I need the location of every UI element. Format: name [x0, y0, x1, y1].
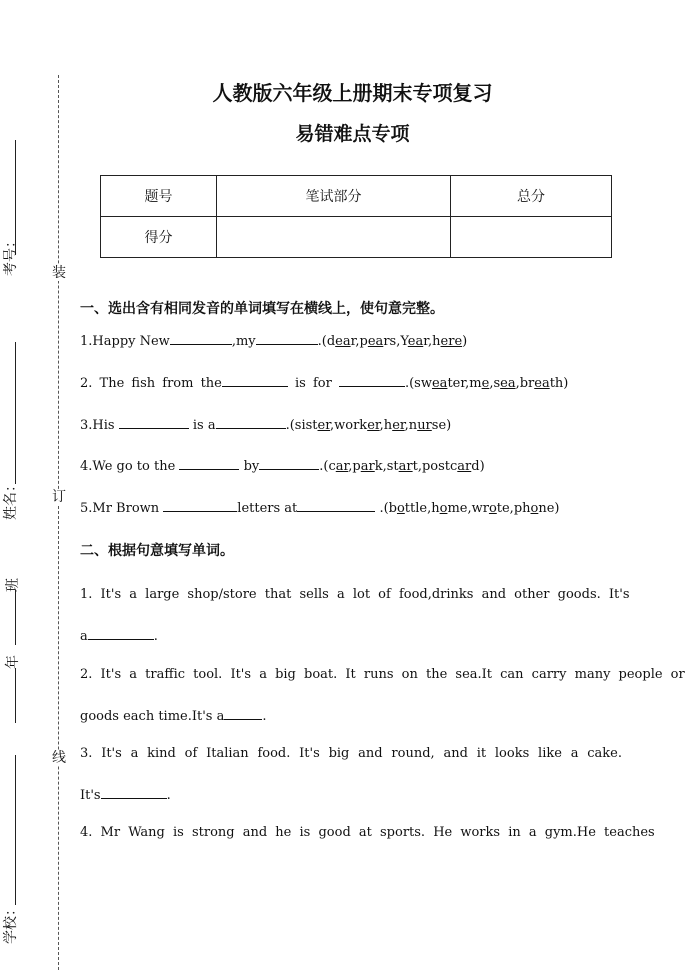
score-header-question-no: 题号 [101, 176, 217, 217]
s2-q3-blank[interactable] [101, 786, 167, 799]
q3-option-text: ,n [404, 418, 418, 433]
q2-blank-2[interactable] [339, 374, 405, 387]
q2-text-mid: is for [295, 376, 332, 391]
score-table-header-row [101, 176, 612, 217]
q1-blank-1[interactable] [170, 332, 232, 345]
q3-option-text: ,work [330, 418, 368, 433]
q3-option-text: se) [431, 418, 452, 433]
section1-heading: 一、选出含有相同发音的单词填写在横线上，使句意完整。 [80, 301, 444, 317]
q3-option-text: ,h [379, 418, 393, 433]
page-title: 人教版六年级上册期末专项复习 [212, 81, 493, 105]
q4-option-underline: ar [398, 459, 413, 474]
q4-option-underline: ar [335, 459, 349, 474]
s2-q3-line1: 3. It's a kind of Italian food. It's big and round, and it looks like a cake. [80, 746, 622, 761]
page-subtitle: 易错难点专项 [295, 123, 410, 145]
q4-option-text: ,p [348, 459, 361, 474]
binding-mark-xian: 线 [52, 750, 66, 766]
score-row-label: 得分 [101, 217, 217, 258]
s2-q1-line1: 1. It's a large shop/store that sells a lot of food,drinks and other goods. It's [80, 587, 630, 602]
s2-q4-line1: 4. Mr Wang is strong and he is good at sports. He works in a gym.He teaches [80, 825, 655, 840]
q3-blank-1[interactable] [119, 416, 189, 429]
q3-option-underline: ur [417, 418, 432, 433]
q1-option-underline: ere [440, 334, 463, 349]
q5-option-text: te,ph [496, 501, 531, 516]
q3-option-text: .(sist [285, 418, 318, 433]
q4-option-underline: ar [360, 459, 375, 474]
q2-option-text: ter,m [447, 376, 482, 391]
q5-blank-1[interactable] [163, 499, 237, 512]
q1-option-underline: ea [407, 334, 424, 349]
name-label: 姓名： [3, 478, 19, 520]
q4-option-underline: ar [457, 459, 472, 474]
q4-text-mid: by [243, 459, 260, 474]
q1-option-underline: ea [367, 334, 384, 349]
class-fill-line [15, 590, 16, 645]
s2-q2-line1: 2. It's a traffic tool. It's a big boat. It runs on the sea.It can carry many people or [80, 667, 685, 682]
q1-option-underline: ea [335, 334, 351, 349]
score-cell-written[interactable] [217, 217, 451, 258]
exam-no-label: 考号： [3, 234, 19, 276]
binding-mark-zhuang: 装 [52, 265, 66, 281]
section1-question-3 [80, 416, 451, 433]
q2-option-text: th) [549, 376, 569, 391]
section2-heading: 二、根据句意填写单词。 [80, 543, 234, 559]
score-table-score-row [101, 217, 612, 258]
q1-blank-2[interactable] [256, 332, 318, 345]
q1-text-mid: ,my [231, 334, 256, 349]
q2-option-text: .(sw [404, 376, 432, 391]
s2-q2-text: goods each time.It's a [80, 709, 225, 724]
q2-option-underline: e [481, 376, 490, 391]
s2-q1-blank[interactable] [88, 627, 154, 640]
section1-question-2 [80, 374, 568, 391]
section1-question-5 [80, 499, 559, 516]
q5-blank-2[interactable] [297, 499, 375, 512]
q4-blank-1[interactable] [179, 457, 239, 470]
q5-option-text: me,wr [447, 501, 489, 516]
s2-q1-text: a [80, 629, 88, 644]
section1-question-4 [80, 457, 485, 474]
q2-option-underline: ea [431, 376, 448, 391]
name-fill-line [15, 342, 16, 484]
q5-text: 5.Mr Brown [80, 501, 160, 516]
q1-option-text: .(d [317, 334, 336, 349]
score-header-total: 总分 [451, 176, 612, 217]
q4-option-text: .(c [319, 459, 336, 474]
q2-option-text: ,s [489, 376, 501, 391]
q5-option-text: ne) [538, 501, 560, 516]
q1-option-text: ) [462, 334, 468, 349]
s2-q3-line2: It's . [80, 788, 171, 803]
s2-q2-line2: goods each time.It's a . [80, 709, 267, 724]
q1-option-text: rs,Y [383, 334, 408, 349]
score-cell-total[interactable] [451, 217, 612, 258]
q3-option-underline: er [367, 418, 380, 433]
q4-option-text: d) [471, 459, 485, 474]
q4-option-text: t,postc [412, 459, 458, 474]
q2-option-text: ,br [515, 376, 535, 391]
q5-option-underline: o [488, 501, 497, 516]
s2-q1-line2: a . [80, 629, 158, 644]
binding-mark-ding: 订 [52, 489, 66, 505]
s2-q3-text: It's [80, 788, 101, 803]
score-table [100, 175, 612, 258]
q5-text-mid: letters at [237, 501, 298, 516]
q2-option-underline: ea [500, 376, 516, 391]
section1-question-1 [80, 332, 467, 349]
q3-text-mid: is a [192, 418, 216, 433]
score-header-written: 笔试部分 [217, 176, 451, 217]
q4-blank-2[interactable] [259, 457, 319, 470]
q5-option-underline: o [530, 501, 539, 516]
class-label: 班 [5, 578, 21, 592]
q4-text: 4.We go to the [80, 459, 176, 474]
school-fill-line [15, 755, 16, 905]
q3-text: 3.His [80, 418, 115, 433]
q5-option-underline: o [439, 501, 448, 516]
q3-option-underline: er [392, 418, 405, 433]
school-label: 学校： [3, 902, 19, 944]
q3-option-underline: er [317, 418, 330, 433]
q2-option-underline: ea [534, 376, 550, 391]
q5-option-text: .(b [379, 501, 397, 516]
q5-option-underline: o [396, 501, 405, 516]
q4-option-text: k,st [374, 459, 399, 474]
binding-dashed-line [58, 75, 59, 970]
q2-blank-1[interactable] [222, 374, 288, 387]
q1-option-text: r,h [423, 334, 441, 349]
q5-option-text: ttle,h [404, 501, 440, 516]
q2-text: 2. The fish from the [80, 376, 222, 391]
q1-option-text: r,p [350, 334, 368, 349]
q3-blank-2[interactable] [216, 416, 286, 429]
s2-q2-blank[interactable] [224, 707, 262, 720]
grade-fill-line [15, 668, 16, 723]
q1-text: 1.Happy New [80, 334, 170, 349]
grade-label: 年 [5, 655, 21, 669]
